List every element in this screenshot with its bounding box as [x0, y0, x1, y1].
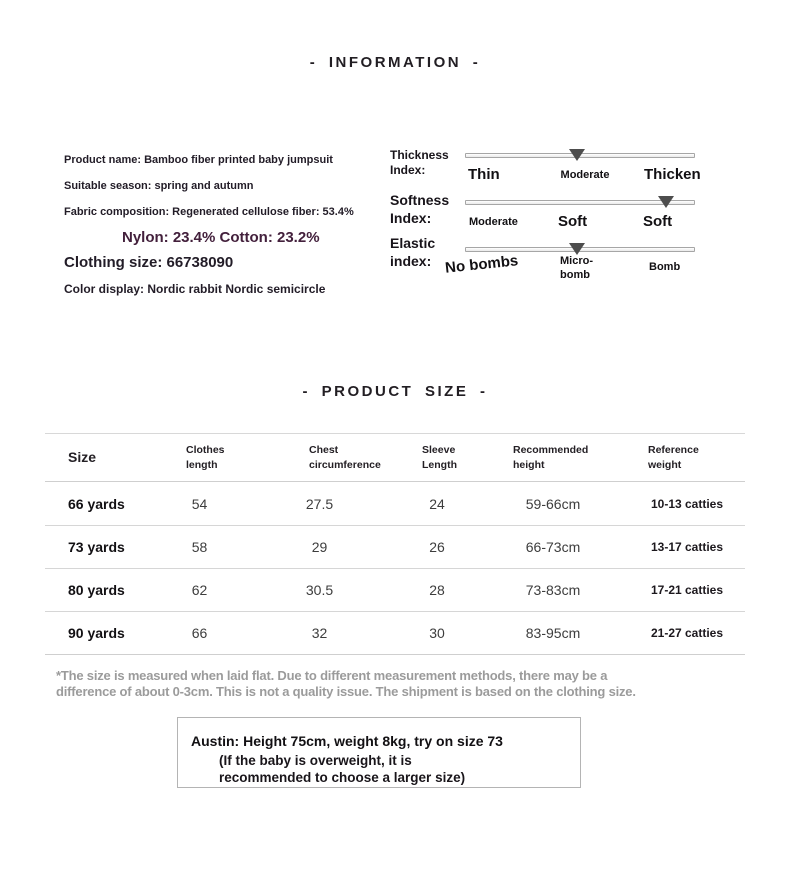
cell-reference-weight: 21-27 catties: [650, 626, 724, 640]
cell-size: 73 yards: [68, 539, 125, 555]
product-details: [64, 146, 404, 306]
product-name-line: Product name: Bamboo fiber printed baby jumpsuit: [64, 154, 333, 166]
cell-sleeve-length: 24: [429, 495, 445, 512]
cell-recommended-height: 59-66cm: [525, 495, 581, 512]
elastic-level-no-bombs: No bombs: [444, 252, 520, 277]
header-reference-weight-text: Reference weight: [648, 444, 699, 471]
elastic-level-micro-bomb: Micro-bomb: [560, 255, 593, 281]
cell-chest-circumference: 29: [311, 539, 328, 555]
cell-sleeve-length: 30: [429, 625, 445, 641]
fit-note-sub-line-2: recommended to choose a larger size): [219, 769, 466, 785]
table-row-80-yards: [45, 568, 745, 611]
table-row-66-yards: [45, 482, 745, 525]
cell-recommended-height: 73-83cm: [525, 582, 581, 598]
header-reference-weight: [629, 443, 745, 471]
softness-index-row: [388, 193, 723, 240]
fabric-composition-highlight-line: Nylon: 23.4% Cotton: 23.2%: [122, 229, 320, 246]
color-display-line: Color display: Nordic rabbit Nordic semicircle: [64, 282, 326, 296]
header-clothes-length: [157, 443, 242, 471]
size-table-header-row: [45, 434, 745, 482]
table-row-73-yards: [45, 525, 745, 568]
fit-note-main: Austin: Height 75cm, weight 8kg, try on size 73: [191, 733, 503, 749]
cell-sleeve-length: 26: [429, 539, 445, 555]
size-table: [45, 433, 745, 655]
cell-recommended-height: 66-73cm: [525, 539, 581, 555]
header-clothes-length-text: Clothes length: [186, 444, 225, 471]
header-chest-circumference-text: Chest circumference: [309, 444, 381, 471]
softness-level-soft-mid: Soft: [558, 213, 588, 230]
cell-size: 90 yards: [68, 625, 125, 641]
suitable-season-line: Suitable season: spring and autumn: [64, 180, 254, 192]
cell-chest-circumference: 32: [311, 625, 328, 641]
size-measurement-footnote: [56, 668, 756, 699]
cell-sleeve-length: 28: [429, 582, 445, 598]
cell-clothes-length: 54: [191, 495, 208, 512]
table-row-90-yards: [45, 611, 745, 654]
elastic-index-row: [388, 235, 723, 287]
cell-reference-weight: 10-13 catties: [650, 496, 724, 511]
information-section-title: - INFORMATION -: [309, 54, 481, 71]
thickness-level-moderate: Moderate: [560, 169, 610, 181]
thickness-index-row: [388, 146, 723, 193]
thickness-level-thicken: Thicken: [644, 166, 701, 183]
fabric-composition-line: Fabric composition: Regenerated cellulose fiber: 53.4%: [64, 206, 354, 218]
thickness-index-label: Thickness Index:: [390, 148, 449, 178]
product-size-section-title: - PRODUCT SIZE -: [302, 383, 488, 400]
cell-size: 80 yards: [68, 582, 125, 598]
header-recommended-height: [477, 443, 629, 471]
index-panel: [388, 146, 723, 296]
softness-level-soft-right: Soft: [643, 213, 673, 230]
cell-clothes-length: 66: [191, 625, 208, 641]
cell-clothes-length: 58: [191, 539, 208, 555]
thickness-level-thin: Thin: [468, 166, 500, 183]
cell-reference-weight: 17-21 catties: [650, 583, 724, 597]
header-chest-circumference: [242, 443, 397, 471]
header-sleeve-length: [397, 443, 477, 471]
fit-note-sub: [219, 753, 580, 786]
elastic-level-bomb: Bomb: [649, 261, 681, 273]
cell-chest-circumference: 27.5: [305, 495, 334, 512]
header-sleeve-length-text: Sleeve Length: [422, 444, 457, 471]
fit-note-sub-line-1: (If the baby is overweight, it is: [219, 753, 412, 768]
cell-clothes-length: 62: [191, 582, 208, 598]
clothing-size-line: Clothing size: 66738090: [64, 254, 234, 271]
elastic-marker-triangle-icon: [569, 243, 585, 255]
cell-recommended-height: 83-95cm: [525, 625, 581, 641]
cell-chest-circumference: 30.5: [305, 582, 334, 598]
footnote-line-2: difference of about 0-3cm. This is not a quality issue. The shipment is based on the clothing size.: [56, 683, 636, 699]
softness-level-moderate: Moderate: [469, 216, 518, 228]
header-size: Size: [68, 449, 97, 466]
footnote-line-1: *The size is measured when laid flat. Due to different measurement methods, there may be a: [56, 668, 608, 683]
softness-index-label: Softness Index:: [390, 192, 450, 226]
header-recommended-height-text: Recommended height: [513, 444, 589, 471]
cell-reference-weight: 13-17 catties: [650, 540, 724, 554]
softness-marker-triangle-icon: [658, 196, 674, 208]
model-fit-note-box: [177, 717, 581, 788]
elastic-index-label: Elastic index:: [390, 235, 436, 269]
cell-size: 66 yards: [68, 495, 125, 512]
thickness-marker-triangle-icon: [569, 149, 585, 161]
